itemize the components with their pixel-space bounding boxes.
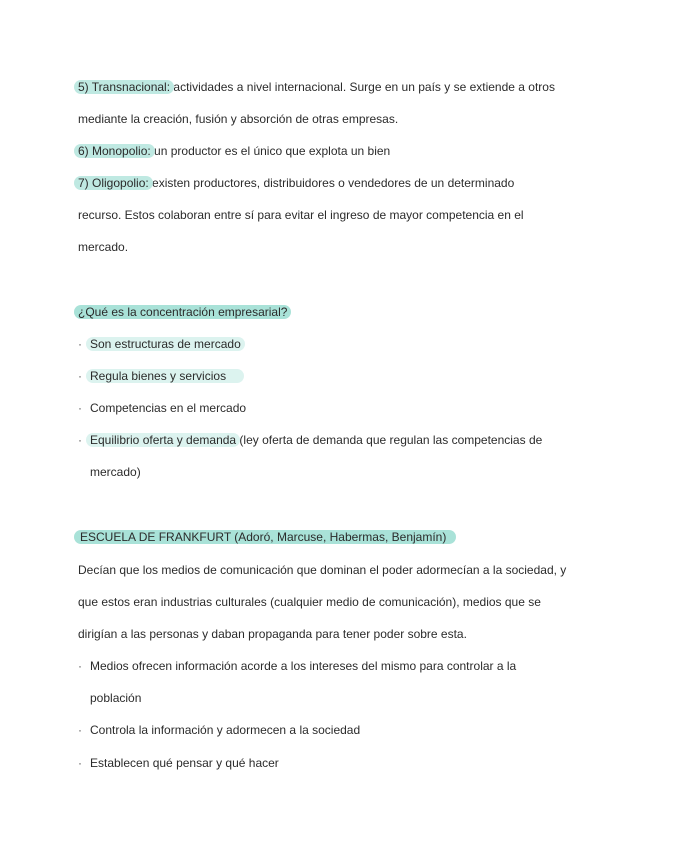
frankfurt-paragraph-line-2: que estos eran industrias culturales (cualquier medio de comunicación), medios que se [78, 595, 541, 609]
frankfurt-heading-text: ESCUELA DE FRANKFURT (Adoró, Marcuse, Habermas, Benjamín) [78, 529, 452, 545]
type-5-line-2: mediante la creación, fusión y absorción de otras empresas. [78, 112, 399, 126]
type-6-label: 6) Monopolio: [78, 144, 151, 158]
bullet-glyph: · [78, 369, 82, 383]
type-7-line-3: mercado. [78, 240, 129, 254]
type-6-text: un productor es el único que explota un bien [150, 144, 391, 158]
concentration-heading [78, 304, 287, 320]
type-7-text: existen productores, distribuidores o vendedores de un determinado [148, 176, 515, 190]
type-7-line-1 [78, 175, 514, 191]
frankfurt-bullet-1-text: Medios ofrecen información acorde a los intereses del mismo para controlar a la [90, 659, 517, 673]
concentration-heading-text: ¿Qué es la concentración empresarial? [78, 305, 288, 319]
concentration-bullet-2 [78, 368, 240, 384]
concentration-bullet-1 [78, 336, 241, 352]
concentration-bullet-1-highlight: Son estructuras de mercado [90, 337, 241, 351]
type-7-line-2: recurso. Estos colaboran entre sí para evitar el ingreso de mayor competencia en el [78, 208, 524, 222]
bullet-glyph: · [78, 756, 82, 770]
type-5-label: 5) Transnacional: [78, 80, 171, 94]
frankfurt-bullet-2-text: Controla la información y adormecen a la sociedad [90, 723, 361, 737]
frankfurt-bullet-2 [78, 722, 360, 738]
bullet-glyph: · [78, 723, 82, 737]
bullet-glyph: · [78, 337, 82, 351]
frankfurt-heading [78, 529, 452, 545]
concentration-bullet-4-cont: mercado) [90, 465, 141, 479]
concentration-bullet-4-highlight: Equilibrio oferta y demanda [90, 433, 237, 447]
bullet-glyph: · [78, 401, 82, 415]
type-5-line-1 [78, 79, 555, 95]
bullet-glyph: · [78, 659, 82, 673]
concentration-bullet-3-text: Competencias en el mercado [90, 401, 247, 415]
frankfurt-bullet-3 [78, 755, 279, 771]
frankfurt-bullet-1-cont: población [90, 691, 142, 705]
concentration-bullet-3 [78, 400, 246, 416]
concentration-bullet-4-rest: (ley oferta de demanda que regulan las competencias de [236, 433, 543, 447]
frankfurt-paragraph-line-1: Decían que los medios de comunicación que dominan el poder adormecían a la sociedad, y [78, 563, 567, 577]
bullet-glyph: · [78, 433, 82, 447]
frankfurt-bullet-1 [78, 658, 516, 674]
frankfurt-paragraph-line-3: dirigían a las personas y daban propaganda para tener poder sobre esta. [78, 627, 467, 641]
concentration-bullet-4 [78, 432, 542, 448]
concentration-bullet-2-highlight: Regula bienes y servicios [90, 368, 240, 384]
type-6-line-1 [78, 143, 390, 159]
frankfurt-bullet-3-text: Establecen qué pensar y qué hacer [90, 756, 279, 770]
type-7-label: 7) Oligopolio: [78, 176, 149, 190]
type-5-text: actividades a nivel internacional. Surge en un país y se extiende a otros [170, 80, 555, 94]
